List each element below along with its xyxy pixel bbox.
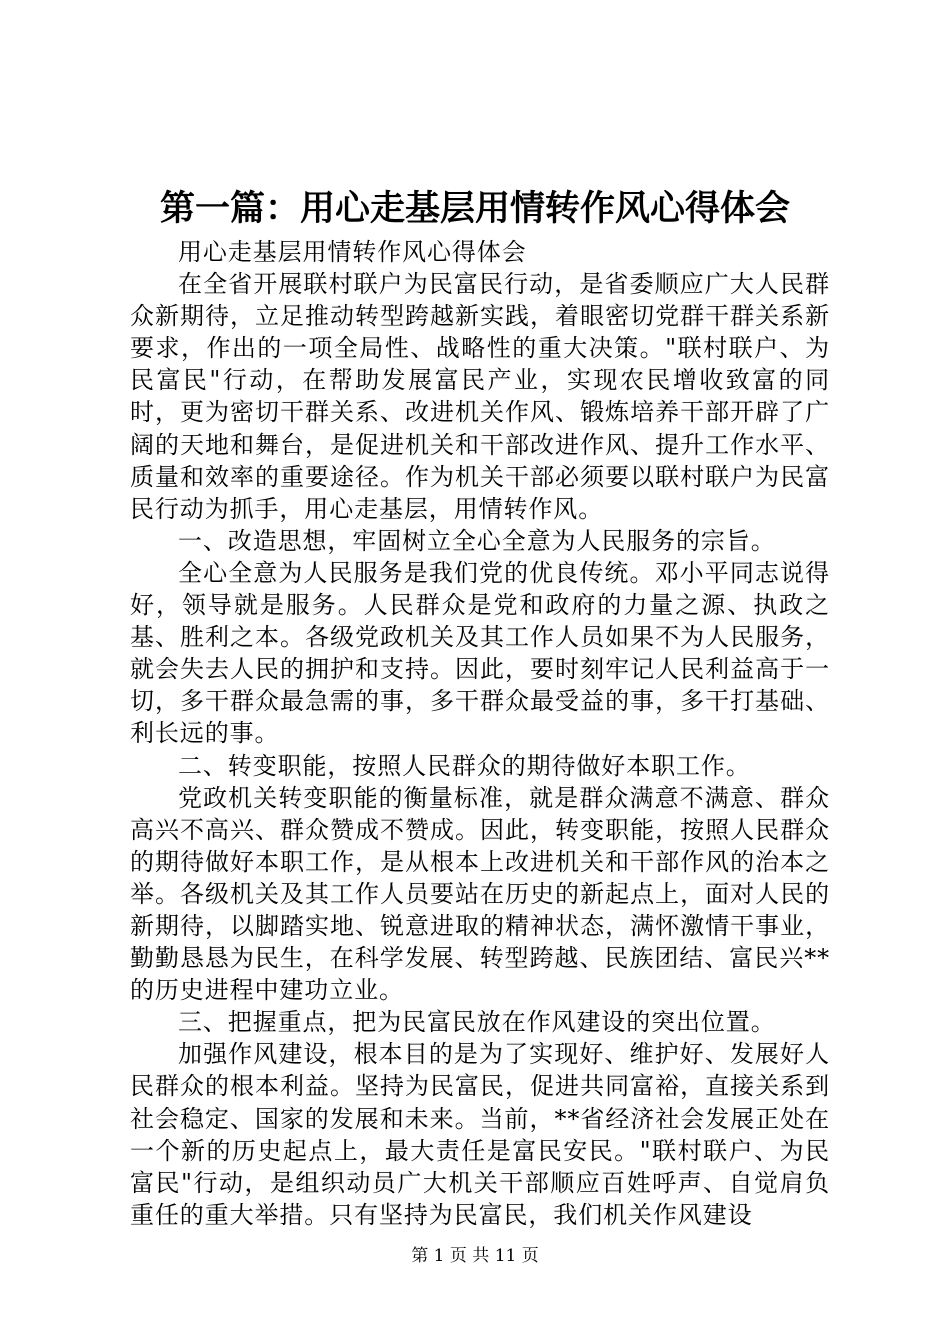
section-heading-2: 二、转变职能，按照人民群众的期待做好本职工作。 [178, 751, 751, 780]
section-heading-1: 一、改造思想，牢固树立全心全意为人民服务的宗旨。 [178, 526, 776, 555]
document-body [130, 236, 830, 1231]
section-heading-3: 三、把握重点，把为民富民放在作风建设的突出位置。 [178, 1008, 776, 1037]
paragraph-intro: 在全省开展联村联户为民富民行动，是省委顺应广大人民群众新期待，立足推动转型跨越新实践，着眼密切党群干群关系新要求，作出的一项全局性、战略性的重大决策。"联村联户、为民富民"行动，在帮助发展富民产业，实现农民增收致富的同时，更为密切干群关系、改进机关作风、锻炼培养干部开辟了广阔的天地和舞台，是促进机关和干部改进作风、提升工作水平、质量和效率的重要途径。作为机关干部必须要以联村联户为民富民行动为抓手，用心走基层，用情转作风。 [130, 270, 830, 523]
paragraph-section-2: 党政机关转变职能的衡量标准，就是群众满意不满意、群众高兴不高兴、群众赞成不赞成。因此，转变职能，按照人民群众的期待做好本职工作，是从根本上改进机关和干部作风的治本之举。各级机关及其工作人员要站在历史的新起点上，面对人民的新期待，以脚踏实地、锐意进取的精神状态，满怀激情干事业，勤勤恳恳为民生，在科学发展、转型跨越、民族团结、富民兴**的历史进程中建功立业。 [130, 783, 830, 1005]
document-title: 第一篇：用心走基层用情转作风心得体会 [159, 188, 790, 229]
paragraph-subtitle: 用心走基层用情转作风心得体会 [178, 238, 527, 266]
page-number-footer: 第 1 页 共 11 页 [411, 1246, 539, 1266]
paragraph-section-1: 全心全意为人民服务是我们党的优良传统。邓小平同志说得好，领导就是服务。人民群众是党和政府的力量之源、执政之基、胜利之本。各级党政机关及其工作人员如果不为人民服务，就会失去人民的拥护和支持。因此，要时刻牢记人民利益高于一切，多干群众最急需的事，多干群众最受益的事，多干打基础、利长远的事。 [130, 558, 830, 748]
paragraph-section-3: 加强作风建设，根本目的是为了实现好、维护好、发展好人民群众的根本利益。坚持为民富民，促进共同富裕，直接关系到社会稳定、国家的发展和未来。当前，**省经济社会发展正处在一个新的历史起点上，最大责任是富民安民。"联村联户、为民富民"行动，是组织动员广大机关干部顺应百姓呼声、自觉肩负重任的重大举措。只有坚持为民富民，我们机关作风建设 [130, 1040, 830, 1229]
